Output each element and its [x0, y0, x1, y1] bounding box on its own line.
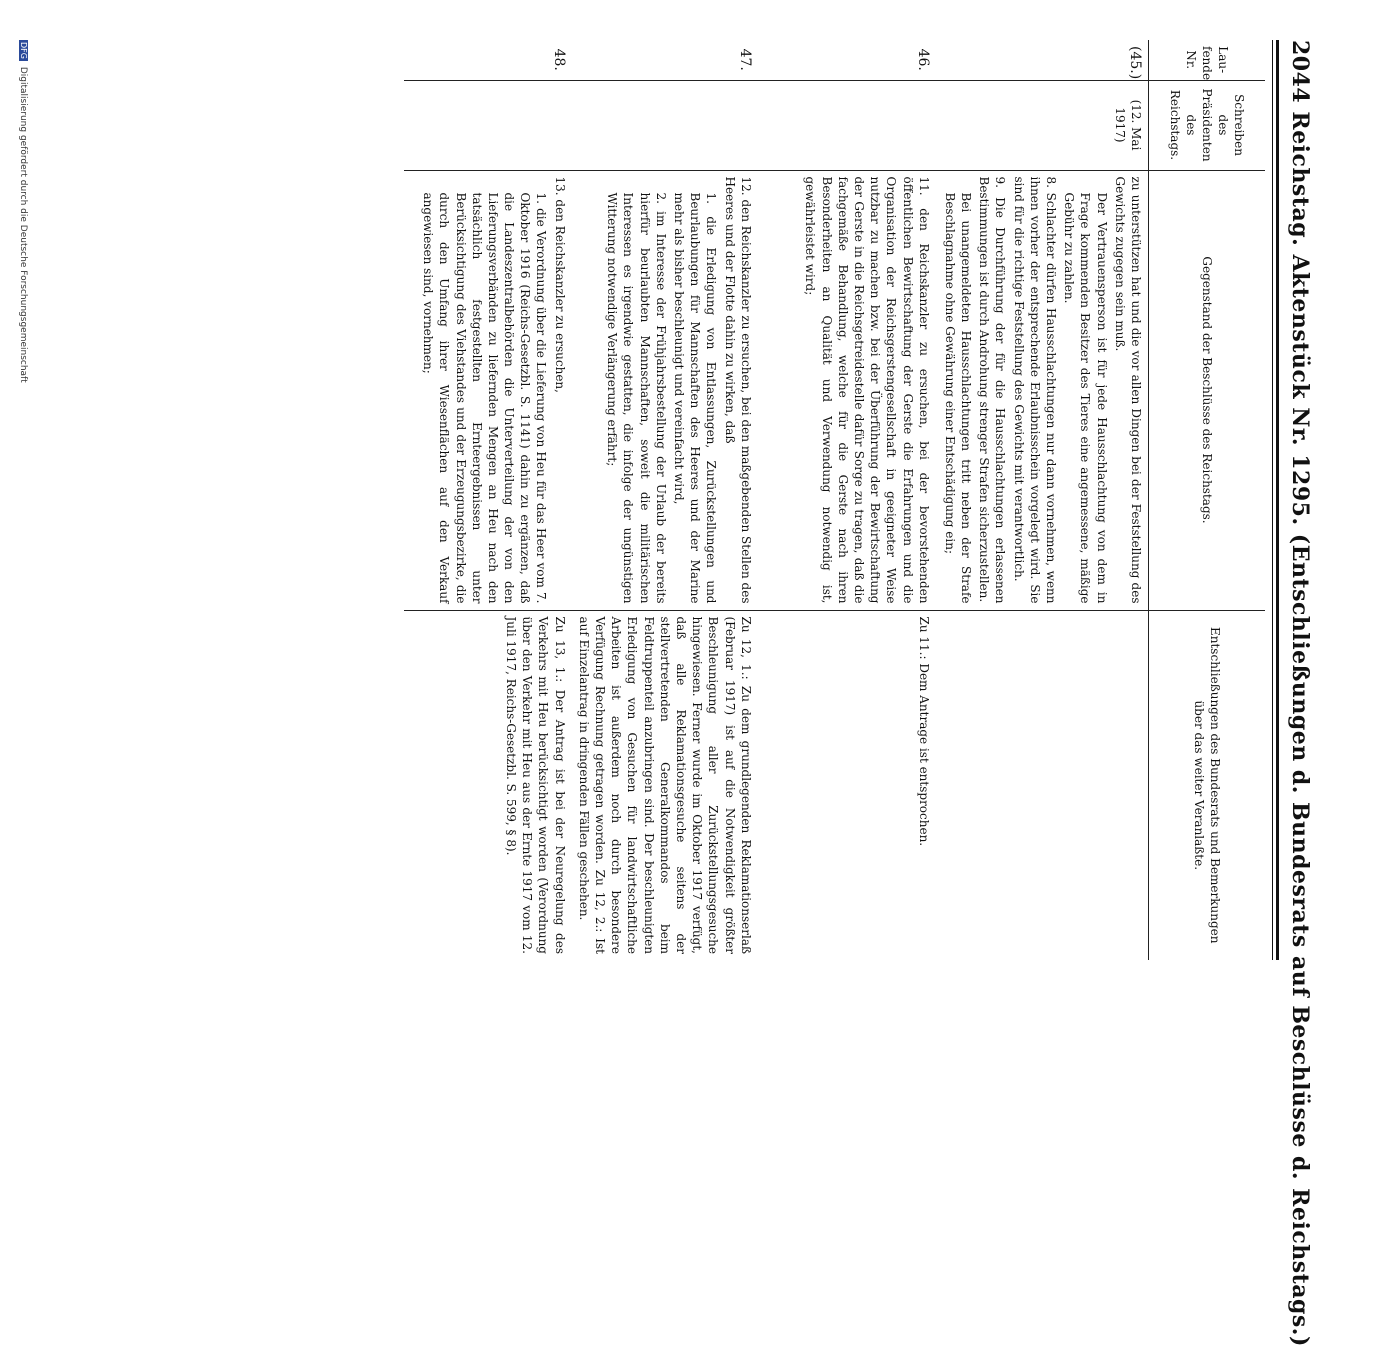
page-title: Reichstag. Aktenstück Nr. 1295. (Entschließungen d. Bundesrats auf Beschlüsse d. Reichstags.) — [1287, 111, 1313, 1347]
row-date — [404, 80, 572, 170]
row-subject — [404, 170, 572, 610]
row-resolution: Zu 11.: Dem Antrage ist entsprochen. — [758, 610, 936, 960]
table-row — [404, 40, 572, 960]
table-row — [572, 40, 758, 960]
col-header-nr: Lau-fende Nr. — [1149, 40, 1266, 80]
subject-paragraph: 1. die Erledigung von Entlassungen, Zurückstellungen und Beurlaubungen für Mannschaften des Heeres und der Marine mehr als bisher beschleunigt und vereinfacht wird, — [672, 192, 719, 604]
header-rule-thick — [1276, 40, 1279, 960]
col-header-entschliessungen: Entschließungen des Bundesrats und Bemerkungen über das weiter Veranlaßte. — [1149, 610, 1266, 960]
subject-paragraph: 8. Schlachter dürfen Hausschlachtungen nur dann vornehmen, wenn ihnen vorher der entsprechende Erlaubnisschein vorgelegt wird. Sie sind für die richtige Feststellung des Gewichts mit verantwortlich. — [1011, 176, 1059, 604]
subject-paragraph: 2. im Interesse der Frühjahrsbestellung der Urlaub der bereits hierfür beurlaubten Mannschaften, soweit die militärischen Interessen es irgendwie gestatten, die infolge der ungünstigen Witterung notwendige Verlängerung erfährt; — [605, 192, 668, 604]
header-rule-thin — [1272, 40, 1273, 960]
subject-paragraph: 13. den Reichskanzler zu ersuchen, — [552, 176, 567, 393]
dfg-logo: DFG — [19, 42, 28, 59]
row-resolution: Zu 12, 1.: Zu dem grundlegenden Reklamationserlaß (Februar 1917) ist auf die Notwendigkeit größter Beschleunigung aller Zurückstellungsgesuche hingewiesen. Ferner wurde im Oktober 1917 verfügt, daß alle Reklamationsgesuche seitens der stellvertretenden Generalkommandos beim Feldtruppenteil anzubringen sind. Der beschleunigten Erledigung von Gesuchen für landwirtschaftliche Arbeiten ist außerdem noch durch besondere Verfügung Rechnung getragen worden. Zu 12, 2.: Ist auf Einzelantrag in dringenden Fällen geschehen. — [572, 610, 758, 960]
table-header-row — [1149, 40, 1266, 960]
row-subject — [936, 170, 1149, 610]
subject-paragraph: 9. Die Durchführung der für die Hausschlachtungen erlassenen Bestimmungen ist durch Androhung strenger Strafen sicherzustellen. — [977, 176, 1008, 604]
table-row — [936, 40, 1149, 960]
col-header-gegenstand: Gegenstand der Beschlüsse des Reichstags. — [1149, 170, 1266, 610]
row-number: 46. — [914, 48, 931, 71]
credit-text: Digitalisierung gefördert durch die Deutsche Forschungsgemeinschaft — [18, 66, 28, 383]
row-number: 48. — [550, 48, 567, 71]
digitization-credit — [10, 40, 28, 960]
row-resolution — [936, 610, 1149, 960]
row-date — [572, 80, 758, 170]
row-resolution: Zu 13, 1.: Der Antrag ist bei der Neuregelung des Verkehrs mit Heu berücksichtigt worden (Verordnung über den Verkehr mit Heu aus der Ernte 1917 vom 12. Juli 1917, Reichs-Gesetzbl. S. 599, § 8). — [404, 610, 572, 960]
subject-paragraph: 12. den Reichskanzler zu ersuchen, bei den maßgebenden Stellen des Heeres und der Flotte dahin zu wirken, daß — [722, 176, 753, 604]
row-subject — [758, 170, 936, 610]
row-number: 47. — [736, 48, 753, 71]
row-number: (45.) — [1127, 46, 1143, 80]
col-header-schreiben: Schreiben des Präsidenten des Reichstags. — [1149, 80, 1266, 170]
table-row — [758, 40, 936, 960]
row-subject — [572, 170, 758, 610]
page-number: 2044 — [1287, 40, 1313, 104]
row-date: (12. Mai 1917) — [936, 80, 1149, 170]
subject-paragraph: Der Vertrauensperson ist für jede Hausschlachtung von dem in Frage kommenden Besitzer des Tieres eine angemessene, mäßige Gebühr zu zahlen. — [1062, 192, 1109, 604]
page-header — [1273, 40, 1313, 1347]
row-date — [758, 80, 936, 170]
subject-paragraph: 1. die Verordnung über die Lieferung von Heu für das Heer vom 7. Oktober 1916 (Reichs-Gesetzbl. S. 1141) dahin zu ergänzen, daß die Landeszentralbehörden die Unterverteilung der von den Lieferungsverbänden zu liefernden Mengen an Heu nach den tatsächlich festgestellten Ernteergebnissen unter Berücksichtigung des Viehstandes und der Erzeugungsbezirke, die durch den Umfang ihrer Wiesenflächen auf den Verkauf angewiesen sind, vornehmen; — [421, 192, 549, 604]
resolutions-table — [404, 40, 1265, 960]
subject-paragraph: zu unterstützen hat und die vor allen Dingen bei der Feststellung des Gewichts zugegen sein muß. — [1112, 176, 1143, 604]
subject-paragraph: 11. den Reichskanzler zu ersuchen, bei der bevorstehenden öffentlichen Bewirtschaftung der Gerste die Erfahrungen und die Organisation der Reichsgerstengesellschaft in geeigneter Weise nutzbar zu machen bzw. bei der Überführung der Bewirtschaftung der Gerste in die Reichsgetreidestelle dafür Sorge zu tragen, daß die fachgemäße Behandlung, welche für die Gerste nach ihren Besonderheiten an Qualität und Verwendung notwendig ist, gewährleistet wird; — [803, 176, 931, 604]
subject-paragraph: Bei unangemeldeten Hausschlachtungen tritt neben der Strafe Beschlagnahme ohne Gewährung einer Entschädigung ein; — [942, 192, 974, 604]
